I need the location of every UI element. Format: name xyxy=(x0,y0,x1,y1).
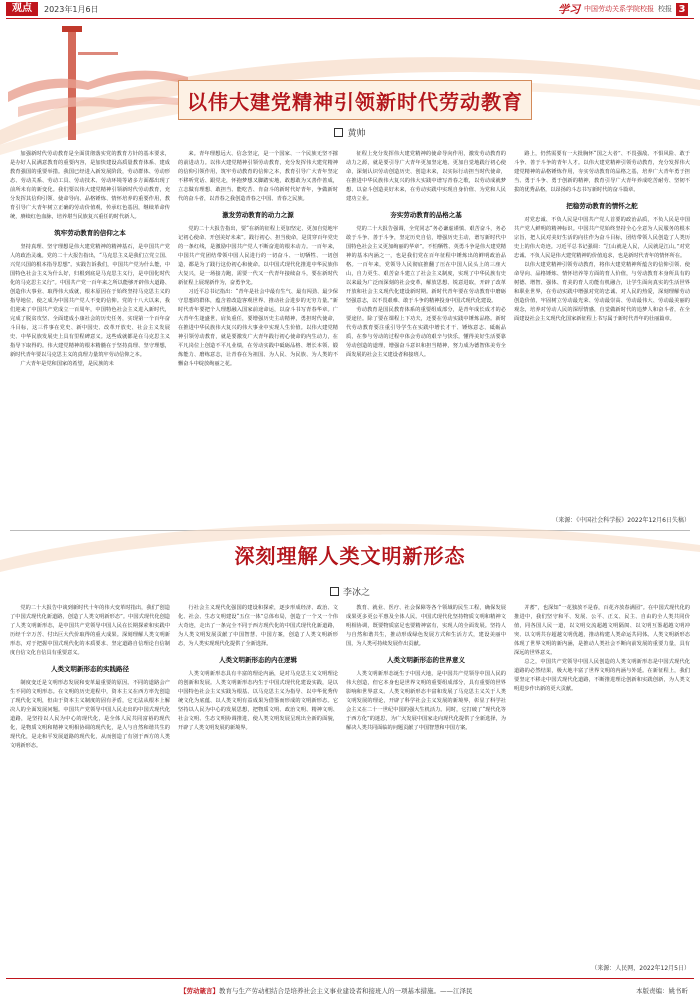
article1-paragraph: 以伟大建党精神引领劳动教育，将伟大建党精神所蕴含的信仰引领、使命导向、品格锤炼、情怀培养等方面的育人价值，与劳动教育本身所具有的树德、增智、强体、育美的育人功能有机融合，让学生面向真实的生活世界和职业世界，在劳动实践中增强对党的忠诚、对人民的热爱，深刻理解劳动创造价值，牢固树立劳动最光荣、劳动最崇高、劳动最伟大、劳动最美丽的观念，培养对劳动人民的深厚情感，自觉做新时代的追梦人和奋斗者，在全面建设社会主义现代化国家新征程上书写属于新时代青年的壮丽篇章。 xyxy=(514,262,690,322)
article1-subhead3: 夯实劳动教育的品格之基 xyxy=(390,211,462,219)
article2-byline xyxy=(0,585,700,598)
article2-col2 xyxy=(178,604,338,974)
article1-paragraph: 来。青年理想远大、信念坚定，是一个国家、一个民族无坚不摧的前进动力。以伟大建党精神引领劳动教育，充分发挥伟大建党精神的信仰引领作用，筑牢劳动教育的信仰之本，教育引导广大青年坚定不移听党话、跟党走，怀抱梦想又脚踏实地，敢想敢为又善作善成，立志做有理想、敢担当、能吃苦、肯奋斗的新时代好青年，争做新时代的奋斗者，以青春之我创造青春之中国、青春之民族。 xyxy=(178,151,338,202)
article2-paragraph: 制度变迁是文明形态发展和变革最重要的原因。不同的道路会产生不同的文明形态。在文明的历史进程中，资本主义在西方率先创造了现代化文明，但由于资本主义制度的固有矛盾，它无法从根本上解决人的全面发展问题。中国共产党领导中国人民走出的中国式现代化道路，是坚持以人民为中心的现代化，是全体人民共同富裕的现代化，是物质文明和精神文明相协调的现代化，是人与自然和谐共生的现代化，是走和平发展道路的现代化，从而创造了有别于西方的人类文明新形态。 xyxy=(10,680,170,749)
square-icon xyxy=(334,128,343,137)
article2-paragraph: 人类文明新形态诞生于中国大地，是中国共产党领导中国人民的伟大创造，但它本身也是世界文明的重要组成部分，具有重要的世界影响和世界意义。人类文明新形态丰富和发展了马克思主义关于人类文明发展的理论，开辟了科学社会主义发展的新境界，彰显了科学社会主义在二十一世纪中国的强大生机活力。同时，它打破了“现代化等于西方化”的迷思，为广大发展中国家走向现代化提供了全新选择，为解决人类共同面临的问题贡献了中国智慧和中国方案。 xyxy=(346,671,506,731)
footer-editor: 本版责编：姚书昕 xyxy=(636,987,688,995)
article1-subhead1: 筑牢劳动教育的信仰之本 xyxy=(54,229,126,237)
article1-paragraph: 党的二十大报告指出，要“在新的征程上更加坚定、更加自觉地牢记初心使命、开创美好未来”。践行初心、担当使命，是贯穿百年党史的一条红线，是激励中国共产党人不断奋进的根本动力。一百年来，中国共产党团结带领中国人民进行的一切奋斗、一切牺牲、一切创造，都是为了践行这份初心和使命。以中国式现代化推进中华民族伟大复兴，是一场接力跑，需要一代又一代青年接续奋斗，要在新时代新征程上展现新作为，奋勇争先。 xyxy=(178,226,338,286)
article1-paragraph: 对党忠诚、不负人民是中国共产党人首要的政治品质，不负人民是中国共产党人鲜明的精神标识。中国共产党始终坚持全心全意为人民服务的根本宗旨，把人民对美好生活的向往作为奋斗目标，团结带领人民创造了人类历史上的伟大奇迹。习近平总书记强调：“江山就是人民，人民就是江山。”对党忠诚、不负人民是伟大建党精神的价值追求，也是新时代青年的情怀所在。 xyxy=(514,217,690,259)
article1-author: 黄帅 xyxy=(347,129,366,139)
article2-source: （来源：人民网，2022年12月5日） xyxy=(591,965,690,972)
article1-paragraph: 路上，仍然需要有一大批胸怀“国之大者”、不畏强敌、不惧风险、敢于斗争、善于斗争的青年人才。以伟大建党精神引领劳动教育，充分发挥伟大建党精神的品格锤炼作用，夯实劳动教育的品格之基，培养广大青年勇于担当、勇于斗争、勇于创新的精神，教育引导广大青年养成吃苦耐劳、坚韧不拔的优秀品格，以昂扬的斗志书写新时代的奋斗篇章。 xyxy=(514,151,690,193)
article2-author: 李冰之 xyxy=(342,588,370,598)
article1-col4 xyxy=(514,150,690,515)
article2-col3 xyxy=(346,604,506,974)
page-header xyxy=(0,0,700,18)
logo: 学习 xyxy=(558,3,580,16)
article1-paragraph: 党的二十大报告强调，全党同志“务必谦虚谨慎、艰苦奋斗，务必敢于斗争、善于斗争，坚定历史自信，增强历史主动，谱写新时代中国特色社会主义更加绚丽的华章”。不怕牺牲、英勇斗争是伟大建党精神的基本内涵之一，也是我们党在百年征程中锤炼出的鲜明政治品格。一百年来，党领导人民彻底推翻了压在中国人民头上的三座大山，自力更生、艰苦奋斗建立了社会主义制度，实现了中华民族有史以来最为广泛而深刻的社会变革，解放思想、锐意进取，开辟了改革开放和社会主义现代化建设新时期。新时代青年要在劳动教育中磨砺坚强意志，以不畏艰难、敢于斗争的精神投身中国式现代化建设。 xyxy=(346,226,506,304)
article2-paragraph: 教育、就业、医疗、社会保障等各个领域的民生工程，确保发展成果更多更公平惠及全体人民。中国式现代化坚持物质文明和精神文明相协调，既要物质富足也要精神富有，实现人的全面发展。坚持人与自然和谐共生，推动形成绿色发展方式和生活方式，建设美丽中国，为人类可持续发展作出贡献。 xyxy=(346,605,506,647)
article2-col4 xyxy=(514,604,690,958)
article1-byline xyxy=(0,126,700,139)
footer-quote-text: 教育与生产劳动相结合是培养社会主义事业建设者和接班人的一项基本措施。——江泽民 xyxy=(219,987,473,995)
article2-paragraph: 党的二十大报告中谈到新时代十年的伟大变革时指出，我们“创造了中国式现代化新道路，创造了人类文明新形态”。中国式现代化创造了人类文明新形态，是中国共产党领导中国人民在长期探索和实践中历经千辛万苦、付出巨大代价取得的重大成果。深刻理解人类文明新形态，对于把握中国式现代化的本质要求、坚定道路自信理论自信制度自信文化自信具有重要意义。 xyxy=(10,605,170,656)
paper-name: 中国劳动关系学院校报 xyxy=(584,5,654,13)
issue-date: 2023年1月6日 xyxy=(44,5,99,14)
article2-paragraph: 人类文明新形态具有丰富的理论内涵，是对马克思主义文明理论的创新和发展。人类文明新形态内生于中国式现代化建设实践，是以中国特色社会主义实践为根基、以马克思主义为指导、以中华优秀传统文化为底蕴、以人类文明有益成果为借鉴而形成的文明新形态。它坚持以人民为中心的发展思想，把物质文明、政治文明、精神文明、社会文明、生态文明协调推进，使人类文明发展呈现出全新的面貌，开辟了人类文明发展的新境界。 xyxy=(178,671,338,731)
article1-col3 xyxy=(346,150,506,528)
footer-rule xyxy=(6,978,694,979)
header-rule xyxy=(6,18,694,19)
article1-subhead2: 激发劳动教育的动力之源 xyxy=(222,211,294,219)
article1-paragraph: 广大青年是党和国家的希望，是民族的未 xyxy=(20,361,114,367)
footer-tag: 【劳动箴言】 xyxy=(180,987,219,995)
paper-sup: 校报 xyxy=(658,5,672,13)
article2-paragraph: 行社会主义现代化强国的建设和探索，逐步形成经济、政治、文化、社会、生态文明建设“五位一体”总体布局，创造了一个又一个伟大奇迹，走出了一条完全不同于西方现代化的中国式现代化新道路，为人类文明发展贡献了中国智慧、中国方案，创造了人类文明新形态，为人类实现现代化提供了全新选择。 xyxy=(178,605,338,647)
article2-subhead1: 人类文明新形态的实践路径 xyxy=(51,665,129,673)
page-footer xyxy=(0,978,700,1000)
article2-subhead3: 人类文明新形态的世界意义 xyxy=(387,656,465,664)
square-icon xyxy=(330,587,339,596)
footer-quote xyxy=(180,986,473,995)
article1-paragraph: 坚持真理、坚守理想是伟大建党精神的精神基石，是中国共产党人的政治灵魂。党的二十大报告指出，“马克思主义是我们立党立国、兴党兴国的根本指导思想”。实践告诉我们，中国共产党为什么能，中国特色社会主义为什么好，归根到底是马克思主义行，是中国化时代化的马克思主义行”。中国共产党一百年来之所以能够开辟伟大道路、创造伟大事业、取得伟大成就，根本原因在于始终坚持马克思主义的指导地位，使之成为中国共产党人不变的信仰。党的十八大以来，我们迎来了中国共产党成立一百周年，中国特色社会主义进入新时代，完成了脱贫攻坚、全面建成小康社会的历史任务，实现第一个百年奋斗目标，这三件事在党史、新中国史、改革开放史、社会主义发展史、中华民族发展史上具有里程碑意义。这些成就都是在马克思主义指导下取得的。伟大建党精神的根本精髓在于坚持真理、坚守理想，新时代青年要以马克思主义的真理力量筑牢劳动信仰之本。 xyxy=(10,244,170,358)
article1-source: （来源：《中国社会科学报》2022年12月6日失稿） xyxy=(552,517,690,524)
article1-col2 xyxy=(178,150,338,528)
article1-intro: 加强新时代劳动教育是全面贯彻落实党的教育方针的基本要求，是办好人民满意教育的重要内容，是加快建设高质量教育体系、建成教育强国的重要举措。我国已经进入新发展阶段，劳动群体、劳动形态、劳动关系、劳动工具、劳动技术、劳动环境等诸多方面都出现了前所未有的新变化。我们要以伟大建党精神引领新时代劳动教育，充分发挥其信仰引领、使命导向、品格锤炼、情怀培养的重要作用，教育引导广大青年树立正确的劳动价值观，传承红色基因，继续革命传统，赓续红色血脉，培养堪当民族复兴重任的时代新人。 xyxy=(10,151,170,220)
article1-col1 xyxy=(10,150,170,528)
article1-title-box xyxy=(178,80,532,120)
article1-paragraph: 征程上充分发挥伟大建党精神的使命导向作用，激发劳动教育的动力之源，就是要引导广大青年更加坚定地、更加自觉地践行初心使命，深刻认识劳动创造历史、创造未来，以实际行动担当时代使命，在推进中华民族伟大复兴的伟大实践中谱写青春之歌，以劳动成就梦想、以奋斗创造美好未来，在劳动实践中实现自身价值、为党和人民建功立业。 xyxy=(346,151,506,202)
article2-col1 xyxy=(10,604,170,974)
article2-subhead2: 人类文明新形态的内在逻辑 xyxy=(219,656,297,664)
article2-paragraph: 并蓄”，也深知“一花独放不是春，百花齐放春满园”。在中国式现代化的推进中，我们坚守和平、发展、公平、正义、民主、自由的全人类共同价值，同各国人民一道，以文明交流超越文明隔阂、以文明互鉴超越文明冲突、以文明共存超越文明优越，推动构建人类命运共同体。人类文明新形态体现了世界文明的新内涵，是推动人类社会不断向前发展的重要力量，具有深远的世界意义。 xyxy=(514,605,690,656)
article2-title-box xyxy=(0,540,700,569)
article2-title: 深刻理解人类文明新形态 xyxy=(234,544,466,568)
article1-title: 以伟大建党精神引领新时代劳动教育 xyxy=(187,89,523,114)
article1-paragraph: 习近平总书记指出：“青年是社会中最有生气、最有闯劲、最少保守思想的群体，蕴含着改造客观世界、推动社会进步的无穷力量。”新时代青年要把个人理想融入国家前途命运，以奋斗书写青春华章。广大青年生逢盛世，肩负重任，要增强历史主动精神，勇担时代使命，在推进中华民族伟大复兴的伟大事业中实现人生价值。以伟大建党精神引领劳动教育，就是要激发广大青年践行初心使命的内生动力，在平凡岗位上创造不平凡业绩，在劳动实践中砥砺品格、增长本领、锻炼能力、磨练意志，让青春在为祖国、为人民、为民族、为人类的不懈奋斗中绽放绚丽之花。 xyxy=(178,289,338,367)
article2-paragraph: 总之，中国共产党领导中国人民创造的人类文明新形态是中国式现代化道路的必然结果，极大地丰富了世界文明的内涵与外延。在新征程上，我们要坚定不移走中国式现代化道路，不断推进理论创新和实践创新，为人类文明进步作出新的更大贡献。 xyxy=(514,659,690,692)
masthead xyxy=(558,2,688,16)
article1-paragraph: 劳动教育是国民教育体系的重要组成部分，是青年成长成才的必要途径。除了要在课程上下功夫，还要在劳动实践中锤炼品格。新时代劳动教育要注重引导学生在实践中增长才干、锤炼意志、砥砺品质，在参与劳动的过程中体会劳动的艰辛与快乐，懂得美好生活要靠劳动创造的道理，增强奋斗意识和担当精神，努力成为德智体美劳全面发展的社会主义建设者和接班人。 xyxy=(346,307,506,358)
page-number: 3 xyxy=(676,3,688,16)
article1-subhead4: 把稳劳动教育的情怀之舵 xyxy=(566,202,638,210)
section-label: 观点 xyxy=(6,2,38,16)
